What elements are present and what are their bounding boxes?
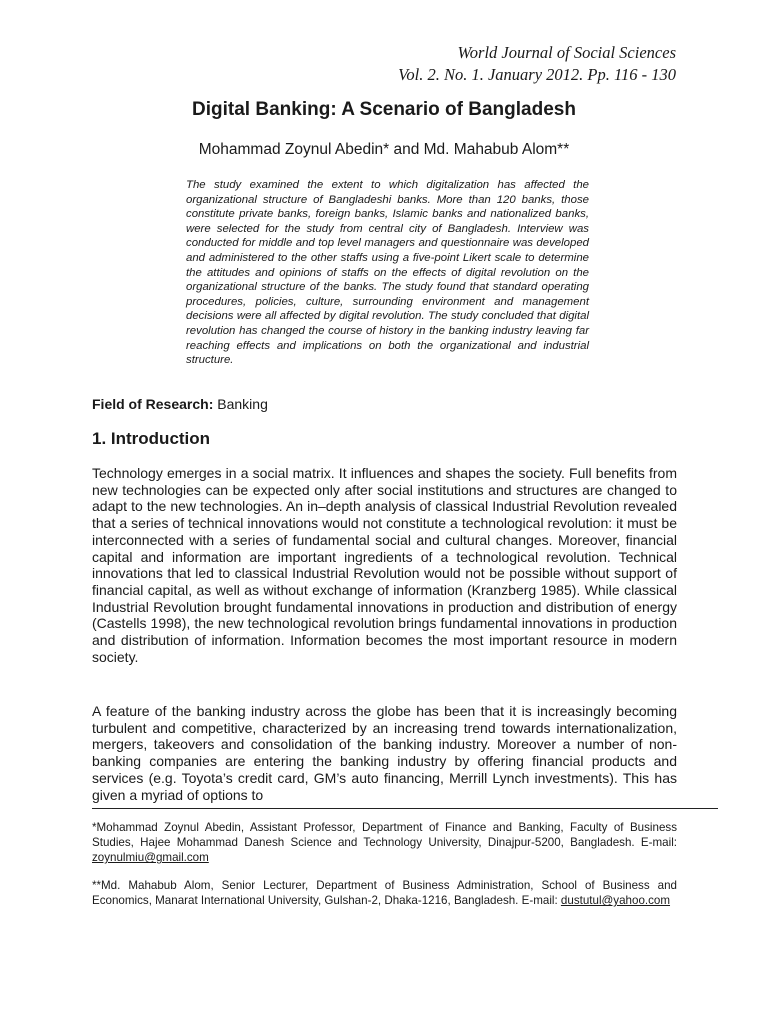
field-of-research (92, 396, 268, 412)
footnote-divider (92, 808, 718, 809)
abstract: The study examined the extent to which digitalization has affected the organizational structure of Bangladeshi banks. More than 120 banks, those constitute private banks, foreign banks, Islamic banks and nationalized banks, were selected for the study from central city of Bangladesh. Interview was conducted for middle and top level managers and questionnaire was developed and administered to the other staffs using a five-point Likert scale to determine the attitudes and opinions of staffs on the effects of digital revolution on the organizational structure of the banks. The study found that standard operating procedures, policies, culture, surrounding environment and management decisions were all affected by digital revolution. The study concluded that digital revolution has changed the course of history in the banking industry leaving far reaching effects and implications on both the organizational and industrial structure. (186, 179, 589, 367)
volume-info: Vol. 2. No. 1. January 2012. Pp. 116 - 130 (398, 65, 676, 84)
footnote-text: **Md. Mahabub Alom, Senior Lecturer, Department of Business Administration, School of Business and Economics, Manarat International University, Gulshan-2, Dhaka-1216, Bangladesh. E-mail: (92, 879, 677, 908)
email-link[interactable]: dustutul@yahoo.com (560, 894, 671, 908)
footnote (92, 820, 677, 866)
paragraph: Technology emerges in a social matrix. It influences and shapes the society. Full benefits from new technologies can be expected only after social institutions and structures are changed to adapt to the new technologies. An in–depth analysis of classical Industrial Revolution revealed that a series of technical innovations would not constitute a technological revolution: it must be interconnected with a series of fundamental social and cultural changes. Moreover, financial capital and information are important ingredients of a technological revolution. Technical innovations that led to classical Industrial Revolution would not be possible without support of financial capital, as well as without exchange of information (Kranzberg 1985). While classical Industrial Revolution brought fundamental innovations in production and distribution of energy (Castells 1998), the new technological revolution brings fundamental innovations in production and distribution of information. Information becomes the most important resource in modern society. (92, 465, 677, 665)
journal-header (398, 42, 676, 86)
paper-title: Digital Banking: A Scenario of Bangladesh (192, 99, 576, 120)
footnote (92, 878, 677, 908)
section-heading: 1. Introduction (92, 429, 211, 448)
paragraph: A feature of the banking industry across the globe has been that it is increasingly becoming turbulent and competitive, characterized by an increasing trend towards internationalization, mergers, takeovers and consolidation of the banking industry. Moreover a number of non-banking companies are entering the banking industry by offering financial products and services (e.g. Toyota’s credit card, GM’s auto financing, Merrill Lynch investments). This has given a myriad of options to (92, 703, 677, 803)
footnote-text: *Mohammad Zoynul Abedin, Assistant Professor, Department of Finance and Banking, Faculty of Business Studies, Hajee Mohammad Danesh Science and Technology University, Dinajpur-5200, Bangladesh. E-mail: (92, 821, 677, 850)
email-link[interactable]: zoynulmiu@gmail.com (92, 851, 209, 865)
paper-authors: Mohammad Zoynul Abedin* and Md. Mahabub Alom** (198, 141, 570, 158)
field-value: Banking (217, 396, 268, 412)
journal-name: World Journal of Social Sciences (457, 43, 676, 62)
field-label: Field of Research: (92, 396, 214, 412)
